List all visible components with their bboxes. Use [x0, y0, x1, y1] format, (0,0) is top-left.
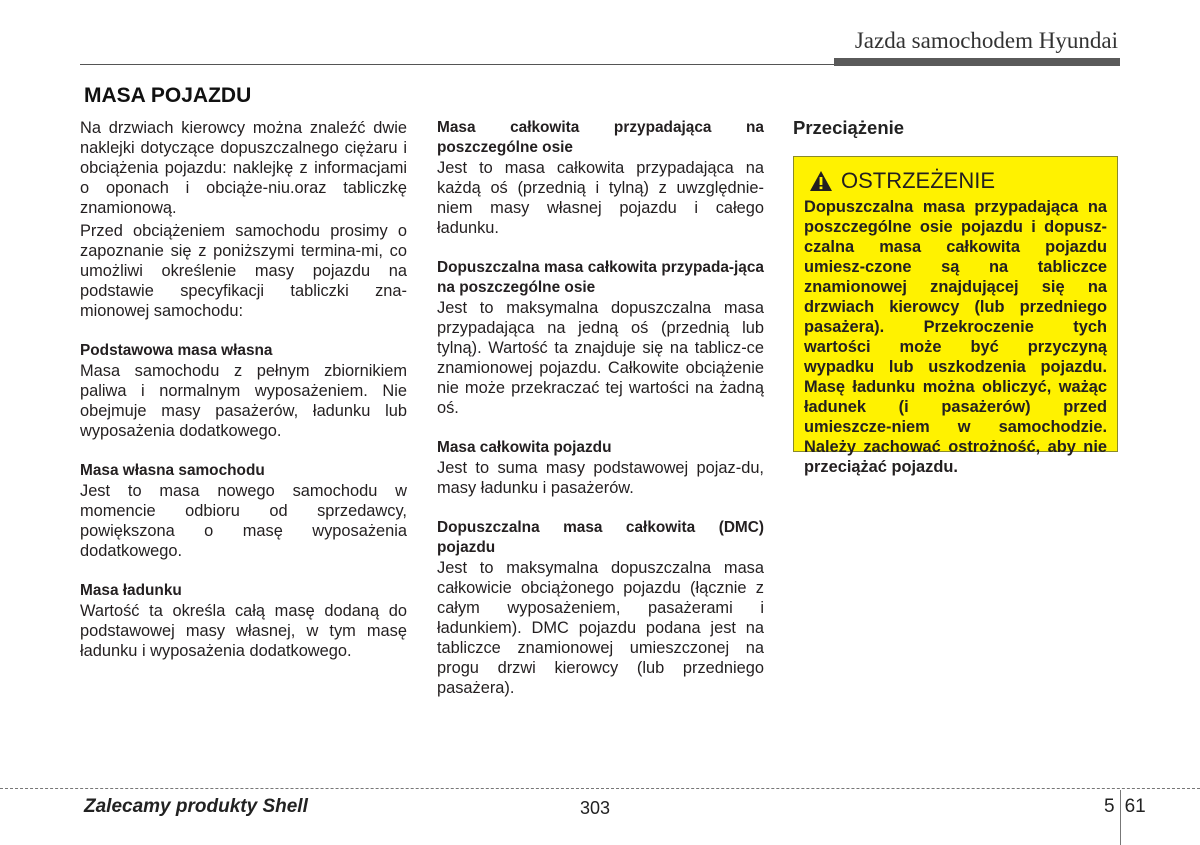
column-1: [80, 118, 407, 661]
paragraph-axle-weight: Jest to masa całkowita przypadająca na każdą oś (przednią i tylną) z uwzględnie-niem masy własnej pojazdu i całego ładunku.: [437, 159, 764, 237]
warning-title: OSTRZEŻENIE: [841, 168, 996, 193]
intro-paragraph-2: Przed obciążeniem samochodu prosimy o zapoznanie się z poniższymi termina-mi, co umożliwi określenie masy pojazdu na podstawie specyfikacji tabliczki zna-mionowej samochodu:: [80, 222, 407, 320]
paragraph-vehicle-weight: Jest to masa nowego samochodu w momencie odbioru od sprzedawcy, powiększona o masę wyposażenia dodatkowego.: [80, 482, 407, 560]
subheading-overloading: Przeciążenie: [793, 117, 905, 138]
subheading-vehicle-weight: Masa własna samochodu: [80, 462, 265, 479]
footer-page: 61: [1124, 796, 1146, 817]
subheading-gawr: Dopuszczalna masa całkowita przypada-jąca na poszczególne osie: [437, 259, 764, 296]
subheading-axle-weight: Masa całkowita przypadająca na poszczególne osie: [437, 119, 764, 156]
subheading-gvwr: Dopuszczalna masa całkowita (DMC) pojazdu: [437, 519, 764, 556]
intro-paragraph-1: Na drzwiach kierowcy można znaleźć dwie naklejki dotyczące dopuszczalnego ciężaru i obciążenia pojazdu: naklejkę z informacjami o oponach i obciąże-niu.oraz tabliczkę znamionową.: [80, 119, 407, 217]
section-title: MASA POJAZDU: [84, 84, 252, 107]
warning-text: Dopuszczalna masa przypadająca na poszczególne osie pojazdu i dopusz-czalna masa całkowita pojazdu umiesz-czone są na tabliczce znamionowej znajdującej się na drzwiach kierowcy (lub przedniego pasażera). Przekroczenie tych wartości może być przyczyną wypadku lub uszkodzenia pojazdu. Masę ładunku można obliczyć, ważąc ładunek (i pasażerów) przed umieszcze-niem w samochodzie. Należy zachować ostrożność, aby nie przeciążać pojazdu.: [804, 198, 1107, 476]
footer-promo: Zalecamy produkty Shell: [84, 796, 308, 817]
subheading-curb-weight: Podstawowa masa własna: [80, 342, 273, 359]
column-3: [793, 117, 1120, 476]
footer-chapter-page: [1104, 796, 1146, 818]
footer-page-number: 303: [580, 798, 611, 818]
warning-triangle-icon: [809, 170, 833, 192]
paragraph-curb-weight: Masa samochodu z pełnym zbiornikiem paliwa i normalnym wyposażeniem. Nie obejmuje masy pasażerów, ładunku lub wyposażenia dodatkowego.: [80, 362, 407, 440]
paragraph-gross-weight: Jest to suma masy podstawowej pojaz-du, masy ładunku i pasażerów.: [437, 459, 764, 497]
header-title: Jazda samochodem Hyundai: [854, 28, 1118, 53]
paragraph-gawr: Jest to maksymalna dopuszczalna masa przypadająca na jedną oś (przednią lub tylną). Wartość ta znajduje się na tablicz-ce znamionowej pojazdu. Całkowite obciążenie nie może przekraczać tej wartości na żadną oś.: [437, 299, 764, 417]
paragraph-gvwr: Jest to maksymalna dopuszczalna masa całkowicie obciążonego pojazdu (łącznie z całym wyposażeniem, pasażerami i ładunkiem). DMC pojazdu podana jest na tabliczce znamionowej umieszczonej na progu drzwi kierowcy (lub przedniego pasażera).: [437, 559, 764, 697]
paragraph-cargo-weight: Wartość ta określa całą masę dodaną do podstawowej masy własnej, w tym masę ładunku i wyposażenia dodatkowego.: [80, 602, 407, 660]
subheading-gross-weight: Masa całkowita pojazdu: [437, 439, 612, 456]
footer-chapter: 5: [1104, 796, 1115, 817]
header-rule: [80, 64, 834, 65]
column-2: [437, 118, 764, 698]
subheading-cargo-weight: Masa ładunku: [80, 582, 182, 599]
warning-box: [793, 156, 1118, 476]
footer-rule: [0, 788, 1200, 789]
header-bar: [834, 58, 1120, 66]
